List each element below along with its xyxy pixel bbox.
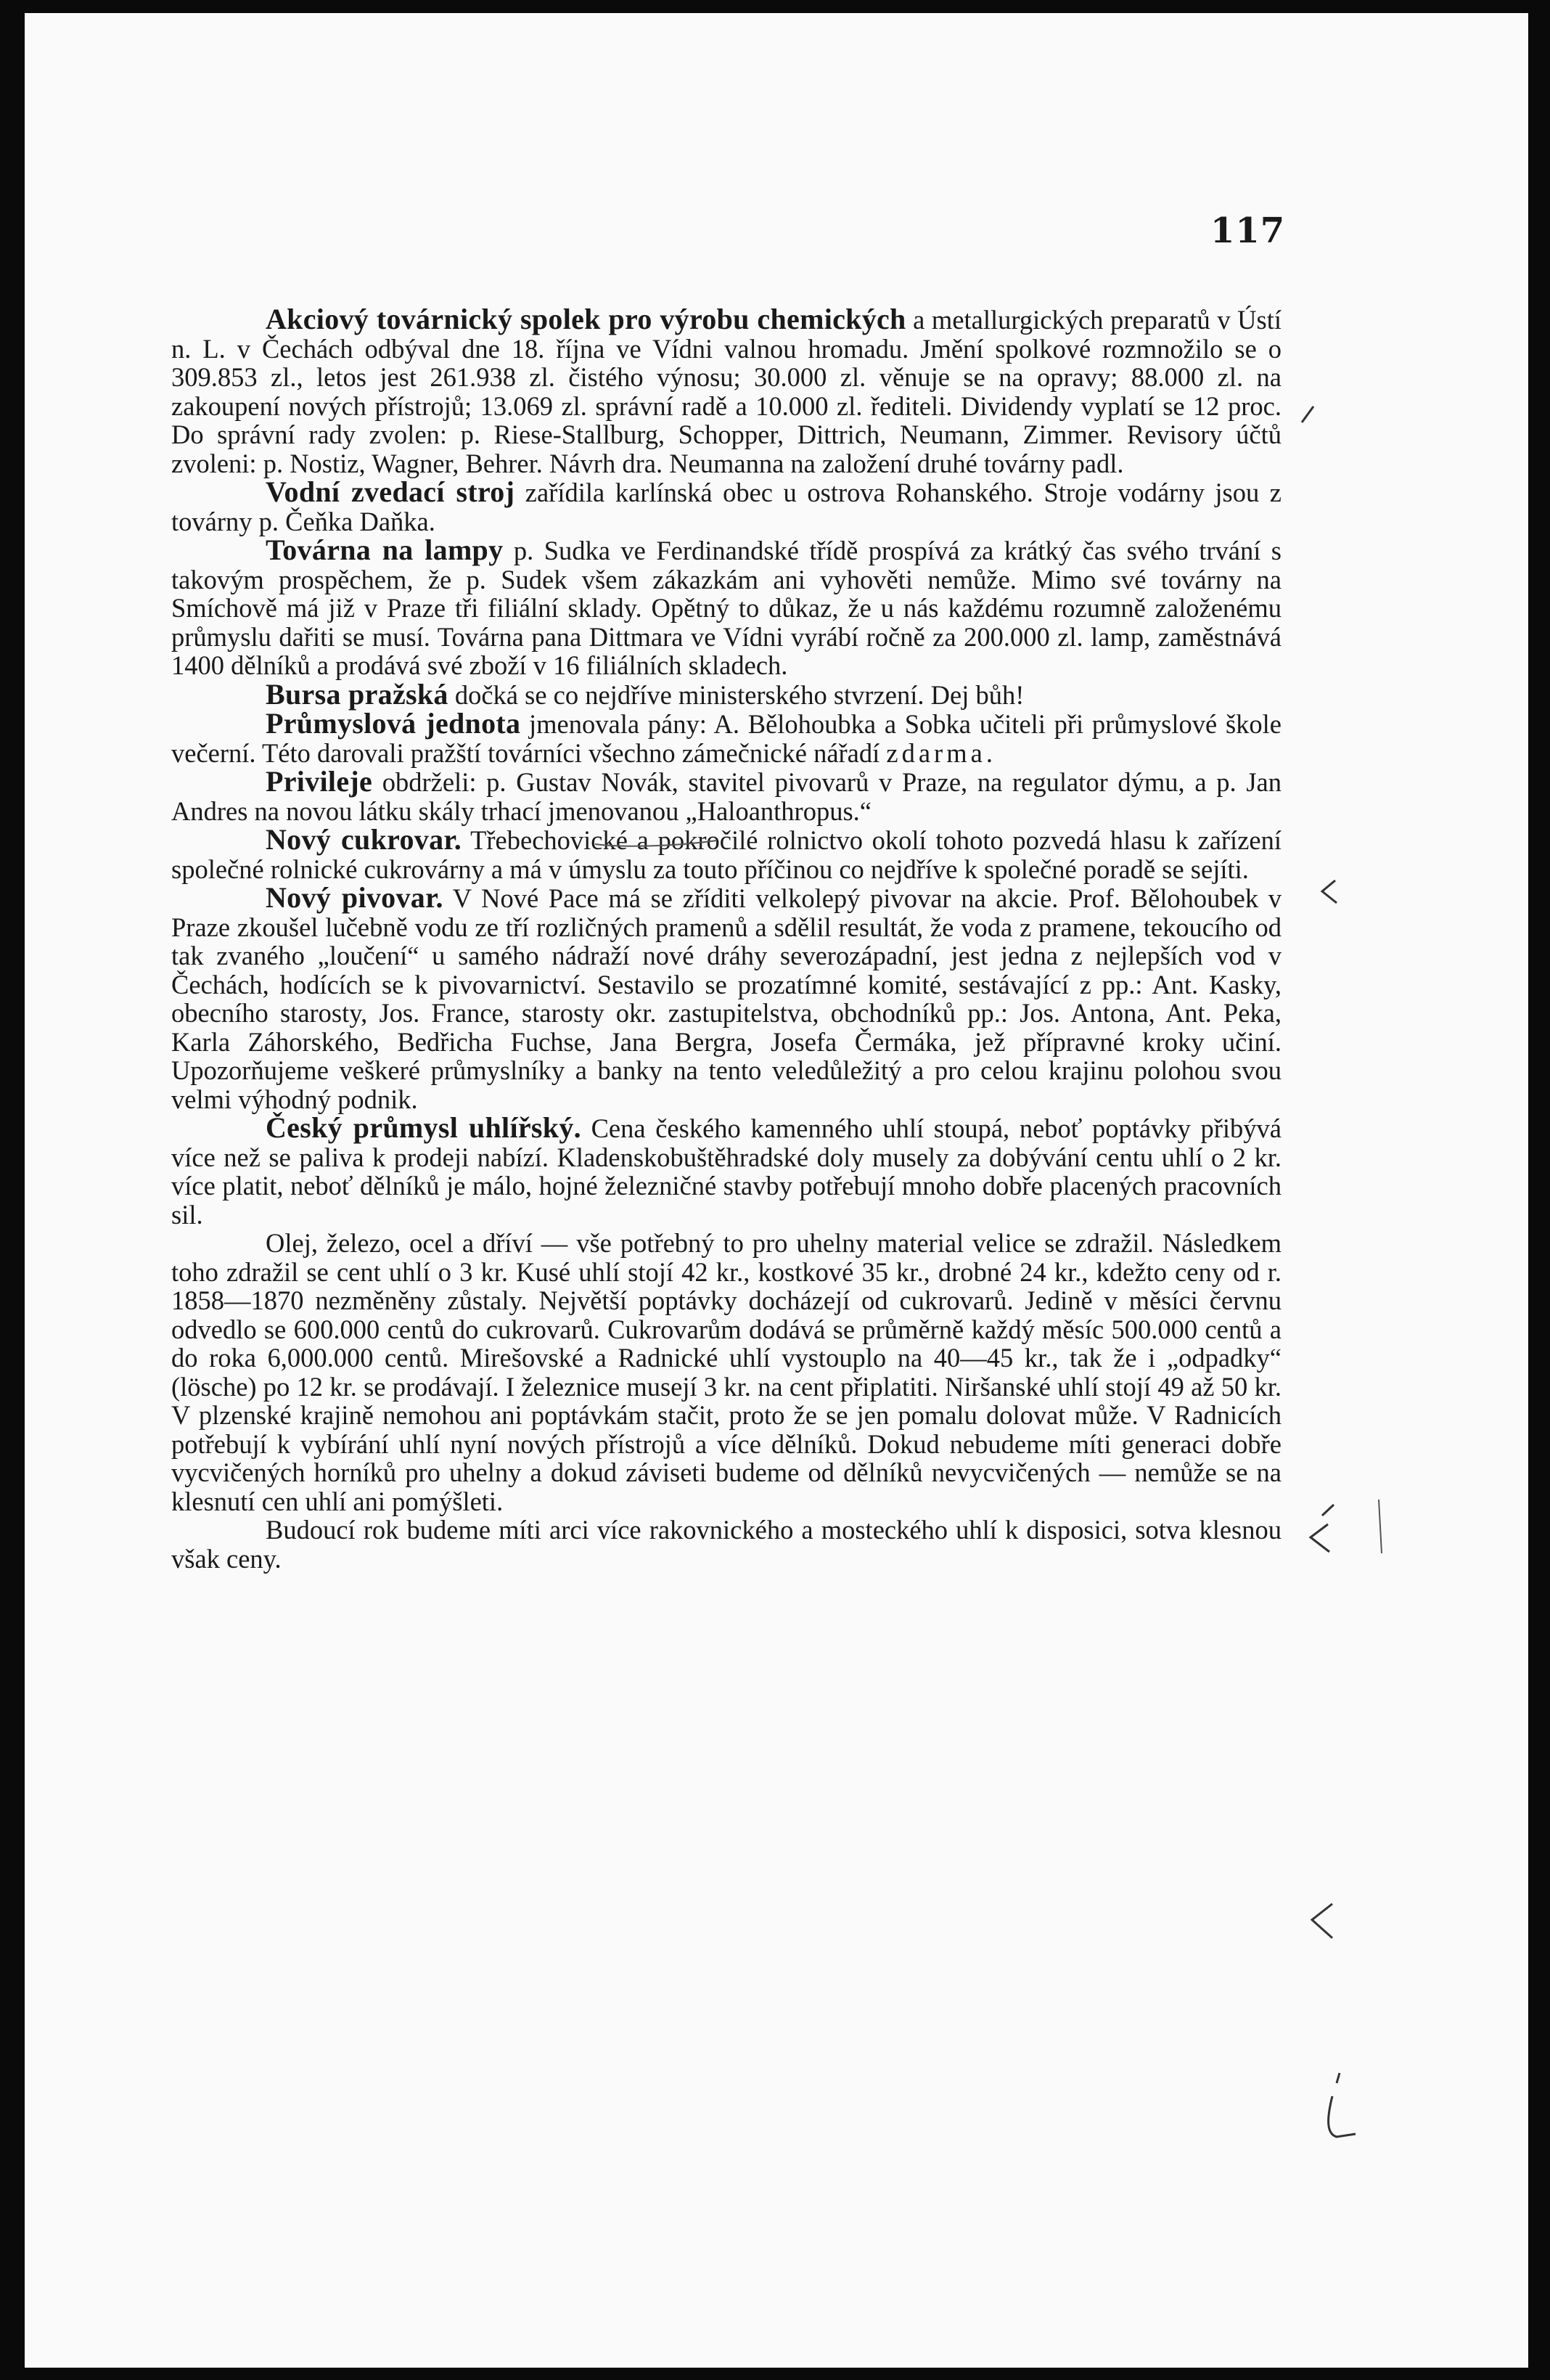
paragraph-brewery	[171, 883, 1282, 1113]
heading: Český průmysl uhlířský.	[266, 1111, 581, 1144]
paragraph-prague-exchange	[171, 677, 1282, 711]
paragraph-coal-industry	[171, 1113, 1282, 1229]
heading: Továrna na lampy	[266, 533, 504, 566]
body-text: zařídila karlínská obec u ostrova Rohanského. Stroje vodárny jsou z továrny p. Čeňka Daňka.	[171, 478, 1282, 536]
body-text: obdrželi: p. Gustav Novák, stavitel pivovarů v Praze, na regulator dýmu, a p. Jan Andres na novou látku skály trhací jmenovanou „Haloanthropus.“	[171, 767, 1282, 826]
article-text	[171, 305, 1282, 1573]
body-text: .	[985, 737, 993, 768]
paragraph-sugar-factory	[171, 825, 1282, 883]
heading: Nový pivovar.	[266, 881, 443, 914]
body-text: p. Sudka ve Ferdinandské třídě prospívá za krátký čas svého trvání s takovým prospěchem, že p. Sudek všem zákazkám ani vyhověti nemůže. Mimo své továrny na Smíchově má již v Praze tři filiální sklady. Opětný to důkaz, že u nás každému rozumně založenému průmyslu dařiti se musí. Továrna pana Dittmara ve Vídni vyrábí ročně za 200.000 zl. lamp, zaměstnává 1400 dělníků a prodává své zboží v 16 filiálních skladech.	[171, 536, 1282, 680]
body-text: dočká se co nejdříve ministerského stvrzení. Dej bůh!	[448, 679, 1025, 710]
paragraph-coal-future	[171, 1516, 1282, 1573]
body-text: Olej, železo, ocel a dříví — vše potřebný to pro uhelny material velice se zdražil. Následkem toho zdražil se cent uhlí o 3 kr. Kusé uhlí stojí 42 kr., kostkové 35 kr., drobné 24 kr., kdežto ceny od r. 1858—1870 nezměněny zůstaly. Největší poptávky docházejí od cukrovarů. Jedině v měsíci červnu odvedlo se 600.000 centů do cukrovarů. Cukrovarům dodává se průměrně každý měsíc 500.000 centů a do roka 6,000.000 centů. Mirešovské a Radnické uhlí vystouplo na 40—45 kr., tak že i „odpadky“ (lösche) po 12 kr. se prodávají. I železnice musejí 3 kr. na cent připlatiti. Niršanské uhlí stojí 49 až 50 kr. V plzenské krajině nemohou ani poptávkám stačit, proto že se jen pomalu dolovat může. V Radnicích potřebují k vybírání uhlí nyní nových přístrojů a více dělníků. Dokud nebudeme míti generaci dobře vycvičených horníků pro uhelny a dokud záviseti budeme od dělníků nevycvičených — nemůže se na klesnutí cen uhlí ani pomýšleti.	[171, 1228, 1282, 1516]
body-text: Cena českého kamenného uhlí stoupá, neboť poptávky přibývá více než se paliva k prodeji nabízí. Kladenskobuštěhradské doly musely za dobývání centu uhlí o 2 kr. více platit, neboť dělníků je málo, hojné železničné stavby potřebují mnoho dobře placených pracovních sil.	[171, 1113, 1282, 1230]
heading: Nový cukrovar.	[266, 823, 462, 856]
body-text: a metallurgických preparatů v Ústí n. L. v Čechách odbýval dne 18. října ve Vídni valnou hromadu. Jmění spolkové rozmnožilo se o 309.853 zl., letos jest 261.938 zl. čistého výnosu; 30.000 zl. věnuje se na opravy; 88.000 zl. na zakoupení nových přístrojů; 13.069 zl. správní radě a 10.000 zl. řediteli. Dividendy vyplatí se 12 proc. Do správní rady zvolen: p. Riese-Stallburg, Schopper, Dittrich, Neumann, Zimmer. Revisory účtů zvoleni: p. Nostiz, Wagner, Behrer. Návrh dra. Neumanna na založení druhé továrny padl.	[171, 305, 1282, 478]
paragraph-lamp-factory	[171, 533, 1282, 680]
body-text: Třebechovické a pokročilé rolnictvo okolí tohoto pozvedá hlasu k zařízení společné rolnické cukrovárny a má v úmyslu za touto příčinou co nejdříve k společné poradě se sejíti.	[171, 825, 1282, 884]
heading: Průmyslová jednota	[266, 707, 521, 740]
body-text: Budoucí rok budeme míti arci více rakovnického a mosteckého uhlí k disposici, sotva klesnou však ceny.	[171, 1515, 1282, 1574]
heading: Bursa pražská	[266, 677, 448, 711]
spaced-text: zdarma	[886, 737, 986, 768]
page-number: 117	[1210, 210, 1286, 251]
paragraph-chemical-company	[171, 305, 1282, 478]
body-text: jmenovala pány: A. Bělohoubka a Sobka učiteli při průmyslové škole večerní. Této darovali pražští továrníci všechno zámečnické nářadí	[171, 709, 1282, 768]
paragraph-industrial-union	[171, 709, 1282, 767]
heading: Vodní zvedací stroj	[266, 475, 515, 508]
paragraph-coal-prices	[171, 1229, 1282, 1516]
paragraph-privileges	[171, 767, 1282, 825]
body-text: V Nové Pace má se zříditi velkolepý pivovar na akcie. Prof. Bělohoubek v Praze zkoušel lučebně vodu ze tří rozličných pramenů a sdělil resultát, že voda z pramene, tekoucího od tak zvaného „loučení“ u samého nádraží nové dráhy severozápadní, jest jedna z nejlepších vod v Čechách, hodících se k pivovarnictví. Sestavilo se prozatímné komité, sestávající z pp.: Ant. Kasky, obecního starosty, Jos. France, starosty okr. zastupitelstva, obchodníků pp.: Jos. Antona, Ant. Peka, Karla Záhorského, Bedřicha Fuchse, Jana Bergra, Josefa Čermáka, jež přípravné kroky učiní. Upozorňujeme veškeré průmyslníky a banky na tento veledůležitý a pro celou krajinu polohou svou velmi výhodný podnik.	[171, 883, 1282, 1114]
heading: Akciový továrnický spolek pro výrobu chemických	[266, 303, 906, 335]
heading: Privileje	[266, 765, 373, 798]
paragraph-water-pump	[171, 475, 1282, 536]
